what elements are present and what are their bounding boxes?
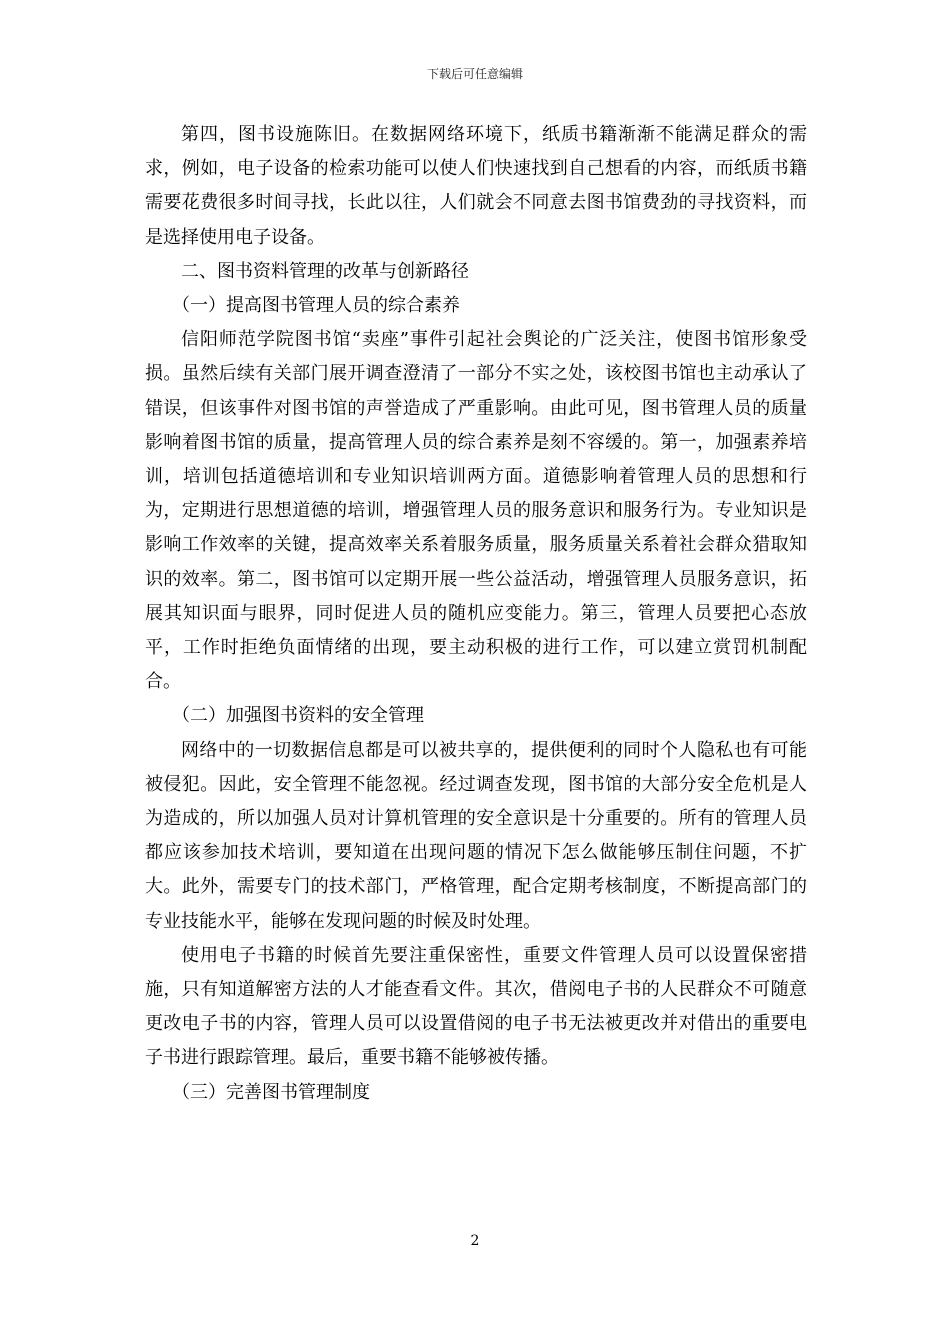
subsection-heading-security: （二）加强图书资料的安全管理 [172,705,424,727]
page-header: 下载后可任意编辑 [426,67,523,81]
subsection-heading-management-system: （三）完善图书管理制度 [172,1081,370,1103]
paragraph-security: 网络中的一切数据信息都是可以被共享的，提供便利的同时个人隐私也有可能被侵犯。因此，安全管理不能忽视。经过调查发现，图书馆的大部分安全危机是人为造成的，所以加强人员对计算机管理的安全意识是十分重要的。所有的管理人员都应该参加技术培训，要知道在出现问题的情况下怎么做能够压制住问题，不扩大。此外，需要专门的技术部门，严格管理，配合定期考核制度，不断提高部门的专业技能水平，能够在发现问题的时候及时处理。 [145,739,807,932]
section-heading-reform-paths: 二、图书资料管理的改革与创新路径 [181,260,469,282]
paragraph-facilities-outdated: 第四，图书设施陈旧。在数据网络环境下，纸质书籍渐渐不能满足群众的需求，例如，电子设备的检索功能可以使人们快速找到自己想看的内容，而纸质书籍需要花费很多时间寻找，长此以往，人们就会不同意去图书馆费劲的寻找资料，而是选择使用电子设备。 [145,124,807,248]
subsection-heading-staff-quality: （一）提高图书管理人员的综合素养 [172,295,460,317]
paragraph-ebook-confidentiality: 使用电子书籍的时候首先要注重保密性，重要文件管理人员可以设置保密措施，只有知道解密方法的人才能查看文件。其次，借阅电子书的人民群众不可随意更改电子书的内容，管理人员可以设置借阅的电子书无法被更改并对借出的重要电子书进行跟踪管理。最后，重要书籍不能够被传播。 [145,944,807,1069]
page-number: 2 [470,1233,480,1249]
document-body [145,118,807,1110]
paragraph-staff-quality: 信阳师范学院图书馆“卖座”事件引起社会舆论的广泛关注，使图书馆形象受损。虽然后续有关部门展开调查澄清了一部分不实之处，该校图书馆也主动承认了错误，但该事件对图书馆的声誉造成了严重影响。由此可见，图书管理人员的质量影响着图书馆的质量，提高管理人员的综合素养是刻不容缓的。第一，加强素养培训，培训包括道德培训和专业知识培训两方面。道德影响着管理人员的思想和行为，定期进行思想道德的培训，增强管理人员的服务意识和服务行为。专业知识是影响工作效率的关键，提高效率关系着服务质量，服务质量关系着社会群众猎取知识的效率。第二，图书馆可以定期开展一些公益活动，增强管理人员服务意识，拓展其知识面与眼界，同时促进人员的随机应变能力。第三，管理人员要把心态放平，工作时拒绝负面情绪的出现，要主动积极的进行工作，可以建立赏罚机制配合。 [145,329,807,693]
